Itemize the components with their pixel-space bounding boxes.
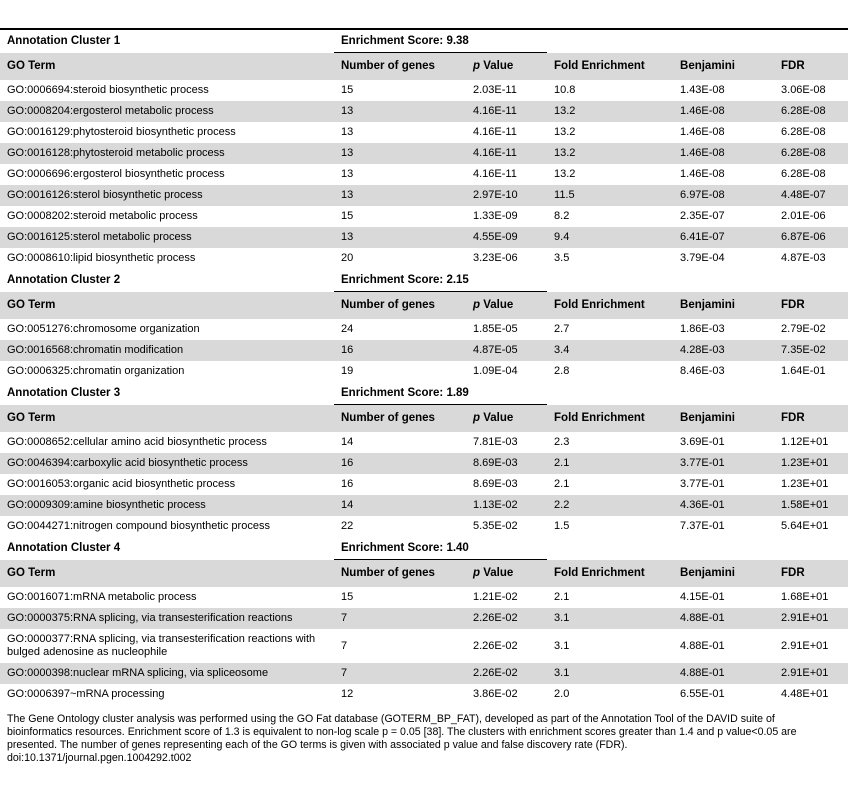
number-of-genes-cell: 14 — [334, 495, 466, 516]
header-benjamini: Benjamini — [673, 560, 774, 588]
table-row — [0, 164, 848, 185]
fold-enrichment-cell: 13.2 — [554, 168, 576, 180]
header-p-value — [466, 292, 547, 320]
header-p-italic: p — [473, 60, 481, 72]
table-row — [0, 684, 848, 705]
go-term-cell: GO:0016126:sterol biosynthetic process — [0, 185, 334, 206]
footnote-text: The Gene Ontology cluster analysis was performed using the GO Fat database (GOTERM_BP_FAT), developed as part of the Annotation Tool of the DAVID suite of bioinformatics resources. Enrichment score of 1.3 is equivalent to non-log scale p = 0.05 [38]. The clusters with enrichment scores greater than 1.4 and p value<0.05 are presented. The number of genes representing each of the GO terms is given with associated p value and false discovery rate (FDR). — [7, 713, 797, 751]
fold-enrichment-cell: 2.3 — [554, 436, 570, 448]
benjamini-cell: 2.35E-07 — [680, 210, 725, 222]
fold-enrichment-cell: 9.4 — [547, 227, 673, 248]
p-value-cell: 1.85E-05 — [473, 323, 518, 335]
go-term-cell: GO:0006325:chromatin organization — [7, 365, 185, 377]
cluster-title-row — [0, 269, 848, 292]
table-row — [0, 101, 848, 122]
go-term-cell: GO:0016125:sterol metabolic process — [0, 227, 334, 248]
header-go-term: GO Term — [0, 405, 334, 433]
go-term-cell: GO:0000398:nuclear mRNA splicing, via spliceosome — [0, 663, 334, 684]
p-value-cell: 1.33E-09 — [473, 210, 518, 222]
header-benjamini: Benjamini — [673, 53, 774, 81]
benjamini-cell: 1.43E-08 — [680, 84, 725, 96]
table-row — [0, 143, 848, 164]
top-rule — [0, 0, 848, 30]
table-row — [0, 340, 848, 361]
header-number-of-genes: Number of genes — [334, 53, 466, 81]
header-p-rest: Value — [480, 60, 514, 72]
enrichment-score: Enrichment Score: 9.38 — [334, 30, 547, 53]
fold-enrichment-cell: 2.7 — [554, 323, 570, 335]
go-term-cell: GO:0006696:ergosterol biosynthetic process — [7, 168, 225, 180]
number-of-genes-cell: 13 — [334, 227, 466, 248]
fdr-cell: 1.23E+01 — [774, 453, 848, 474]
benjamini-cell: 4.36E-01 — [673, 495, 774, 516]
header-p-italic: p — [473, 299, 481, 311]
benjamini-cell: 1.46E-08 — [680, 126, 725, 138]
go-term-cell: GO:0006397~mRNA processing — [7, 688, 165, 700]
header-p-rest: Value — [480, 567, 514, 579]
p-value-cell: 4.16E-11 — [466, 143, 547, 164]
p-value-cell: 7.81E-03 — [473, 436, 518, 448]
p-value-cell: 4.16E-11 — [473, 168, 517, 180]
table-row — [0, 361, 848, 382]
p-value-cell: 3.23E-06 — [473, 252, 518, 264]
header-fdr: FDR — [774, 405, 848, 433]
column-header-row — [0, 292, 848, 320]
table-row — [0, 495, 848, 516]
fdr-cell: 1.68E+01 — [781, 591, 829, 603]
table-row — [0, 432, 848, 453]
fdr-cell: 1.23E+01 — [781, 478, 829, 490]
header-p-value — [466, 405, 547, 433]
table-row — [0, 80, 848, 101]
go-term-cell: GO:0000377:RNA splicing, via transesterification reactions with bulged adenosine as nucleophile — [7, 633, 316, 658]
go-term-cell: GO:0016053:organic acid biosynthetic process — [7, 478, 236, 490]
number-of-genes-cell: 16 — [341, 478, 354, 490]
cluster-title: Annotation Cluster 1 — [7, 34, 121, 47]
p-value-cell: 2.26E-02 — [466, 663, 547, 684]
fdr-cell: 3.06E-08 — [781, 84, 826, 96]
enrichment-score: Enrichment Score: 1.40 — [334, 537, 547, 560]
fold-enrichment-cell: 2.1 — [547, 453, 673, 474]
fold-enrichment-cell: 13.2 — [554, 126, 576, 138]
benjamini-cell: 4.88E-01 — [680, 639, 725, 652]
doi-text: doi:10.1371/journal.pgen.1004292.t002 — [7, 752, 192, 764]
p-value-cell: 2.26E-02 — [473, 639, 518, 652]
header-benjamini: Benjamini — [673, 405, 774, 433]
cluster-title: Annotation Cluster 2 — [7, 273, 121, 286]
table-row — [0, 608, 848, 629]
fdr-cell: 6.28E-08 — [781, 126, 826, 138]
number-of-genes-cell: 13 — [341, 168, 354, 180]
enrichment-table-body — [0, 30, 848, 705]
go-term-cell: GO:0016568:chromatin modification — [0, 340, 334, 361]
fdr-cell: 1.64E-01 — [781, 365, 826, 377]
cluster-title: Annotation Cluster 3 — [7, 386, 121, 399]
cluster-title-row — [0, 382, 848, 405]
header-go-term: GO Term — [0, 560, 334, 588]
table-row — [0, 248, 848, 269]
table-row — [0, 319, 848, 340]
go-term-cell: GO:0016129:phytosteroid biosynthetic process — [7, 126, 236, 138]
fold-enrichment-cell: 3.1 — [554, 639, 570, 652]
go-term-cell: GO:0008652:cellular amino acid biosynthetic process — [7, 436, 267, 448]
p-value-cell: 1.09E-04 — [473, 365, 518, 377]
header-p-italic: p — [473, 412, 481, 424]
fdr-cell: 4.87E-03 — [781, 252, 826, 264]
p-value-cell: 5.35E-02 — [473, 520, 518, 532]
benjamini-cell: 8.46E-03 — [680, 365, 725, 377]
header-p-value — [466, 560, 547, 588]
fold-enrichment-cell: 2.1 — [554, 478, 570, 490]
fdr-cell: 2.79E-02 — [781, 323, 826, 335]
table-row — [0, 663, 848, 684]
number-of-genes-cell: 15 — [341, 591, 354, 603]
fdr-cell: 1.12E+01 — [781, 436, 829, 448]
fold-enrichment-cell: 10.8 — [554, 84, 576, 96]
number-of-genes-cell: 14 — [341, 436, 354, 448]
go-term-cell: GO:0051276:chromosome organization — [7, 323, 200, 335]
benjamini-cell: 1.46E-08 — [673, 101, 774, 122]
cluster-title-row — [0, 30, 848, 53]
fold-enrichment-cell: 3.5 — [554, 252, 570, 264]
number-of-genes-cell: 13 — [334, 185, 466, 206]
number-of-genes-cell: 22 — [341, 520, 354, 532]
fold-enrichment-cell: 3.1 — [547, 608, 673, 629]
header-fold-enrichment: Fold Enrichment — [547, 292, 673, 320]
number-of-genes-cell: 24 — [341, 323, 354, 335]
number-of-genes-cell: 13 — [334, 143, 466, 164]
p-value-cell: 4.55E-09 — [466, 227, 547, 248]
header-p-rest: Value — [480, 299, 514, 311]
header-fold-enrichment: Fold Enrichment — [547, 53, 673, 81]
table-footnote — [0, 705, 848, 765]
number-of-genes-cell: 7 — [334, 608, 466, 629]
header-fdr: FDR — [774, 53, 848, 81]
p-value-cell: 4.16E-11 — [473, 126, 517, 138]
number-of-genes-cell: 13 — [341, 126, 354, 138]
p-value-cell: 4.87E-05 — [466, 340, 547, 361]
fdr-cell: 2.91E+01 — [774, 608, 848, 629]
header-p-italic: p — [473, 567, 481, 579]
fold-enrichment-cell: 13.2 — [547, 143, 673, 164]
header-number-of-genes: Number of genes — [334, 405, 466, 433]
p-value-cell: 1.21E-02 — [473, 591, 518, 603]
p-value-cell: 2.03E-11 — [473, 84, 517, 96]
benjamini-cell: 6.41E-07 — [673, 227, 774, 248]
fdr-cell: 1.58E+01 — [774, 495, 848, 516]
header-fold-enrichment: Fold Enrichment — [547, 560, 673, 588]
table-row — [0, 629, 848, 663]
benjamini-cell: 1.86E-03 — [680, 323, 725, 335]
p-value-cell: 3.86E-02 — [473, 688, 518, 700]
go-term-cell: GO:0008610:lipid biosynthetic process — [7, 252, 196, 264]
header-p-value — [466, 53, 547, 81]
fold-enrichment-cell: 11.5 — [547, 185, 673, 206]
number-of-genes-cell: 13 — [334, 101, 466, 122]
p-value-cell: 2.97E-10 — [466, 185, 547, 206]
fdr-cell: 7.35E-02 — [774, 340, 848, 361]
number-of-genes-cell: 12 — [341, 688, 354, 700]
fold-enrichment-cell: 2.0 — [554, 688, 570, 700]
fdr-cell: 2.91E+01 — [781, 639, 829, 652]
header-p-rest: Value — [480, 412, 514, 424]
p-value-cell: 2.26E-02 — [466, 608, 547, 629]
table-row — [0, 185, 848, 206]
fdr-cell: 6.28E-08 — [774, 143, 848, 164]
fold-enrichment-cell: 2.1 — [554, 591, 570, 603]
cluster-title-row — [0, 537, 848, 560]
column-header-row — [0, 560, 848, 588]
benjamini-cell: 1.46E-08 — [673, 143, 774, 164]
number-of-genes-cell: 16 — [334, 453, 466, 474]
number-of-genes-cell: 20 — [341, 252, 354, 264]
header-benjamini: Benjamini — [673, 292, 774, 320]
benjamini-cell: 1.46E-08 — [680, 168, 725, 180]
benjamini-cell: 4.15E-01 — [680, 591, 725, 603]
fold-enrichment-cell: 2.8 — [554, 365, 570, 377]
fold-enrichment-cell: 8.2 — [554, 210, 570, 222]
fdr-cell: 5.64E+01 — [781, 520, 829, 532]
table-row — [0, 474, 848, 495]
benjamini-cell: 3.79E-04 — [680, 252, 725, 264]
fdr-cell: 6.87E-06 — [774, 227, 848, 248]
number-of-genes-cell: 15 — [341, 210, 354, 222]
enrichment-score: Enrichment Score: 2.15 — [334, 269, 547, 292]
header-go-term: GO Term — [0, 292, 334, 320]
header-fold-enrichment: Fold Enrichment — [547, 405, 673, 433]
benjamini-cell: 3.77E-01 — [673, 453, 774, 474]
fold-enrichment-cell: 2.2 — [547, 495, 673, 516]
go-term-cell: GO:0006694:steroid biosynthetic process — [7, 84, 209, 96]
fdr-cell: 6.28E-08 — [781, 168, 826, 180]
benjamini-cell: 6.55E-01 — [680, 688, 725, 700]
number-of-genes-cell: 15 — [341, 84, 354, 96]
fold-enrichment-cell: 1.5 — [554, 520, 570, 532]
header-fdr: FDR — [774, 560, 848, 588]
go-term-cell: GO:0009309:amine biosynthetic process — [0, 495, 334, 516]
cluster-title: Annotation Cluster 4 — [7, 541, 121, 554]
number-of-genes-cell: 16 — [334, 340, 466, 361]
benjamini-cell: 6.97E-08 — [673, 185, 774, 206]
p-value-cell: 8.69E-03 — [473, 478, 518, 490]
go-term-cell: GO:0044271:nitrogen compound biosynthetic process — [7, 520, 270, 532]
header-go-term: GO Term — [0, 53, 334, 81]
benjamini-cell: 3.77E-01 — [680, 478, 725, 490]
fold-enrichment-cell: 13.2 — [547, 101, 673, 122]
table-row — [0, 122, 848, 143]
p-value-cell: 8.69E-03 — [466, 453, 547, 474]
number-of-genes-cell: 7 — [341, 639, 348, 652]
fdr-cell: 2.01E-06 — [781, 210, 826, 222]
cluster-title-spacer — [547, 30, 848, 53]
p-value-cell: 4.16E-11 — [466, 101, 547, 122]
benjamini-cell: 4.28E-03 — [673, 340, 774, 361]
table-row — [0, 587, 848, 608]
cluster-title-spacer — [547, 382, 848, 405]
header-number-of-genes: Number of genes — [334, 560, 466, 588]
go-term-cell: GO:0008202:steroid metabolic process — [7, 210, 198, 222]
fold-enrichment-cell: 3.4 — [547, 340, 673, 361]
number-of-genes-cell: 7 — [334, 663, 466, 684]
benjamini-cell: 7.37E-01 — [680, 520, 725, 532]
table-row — [0, 516, 848, 537]
table-row — [0, 227, 848, 248]
p-value-cell: 1.13E-02 — [466, 495, 547, 516]
enrichment-score: Enrichment Score: 1.89 — [334, 382, 547, 405]
cluster-title-spacer — [547, 269, 848, 292]
header-number-of-genes: Number of genes — [334, 292, 466, 320]
benjamini-cell: 4.88E-01 — [673, 663, 774, 684]
column-header-row — [0, 405, 848, 433]
go-term-cell: GO:0016071:mRNA metabolic process — [7, 591, 197, 603]
benjamini-cell: 3.69E-01 — [680, 436, 725, 448]
go-term-cell: GO:0000375:RNA splicing, via transesterification reactions — [0, 608, 334, 629]
go-term-cell: GO:0046394:carboxylic acid biosynthetic process — [0, 453, 334, 474]
table-row — [0, 206, 848, 227]
table-row — [0, 453, 848, 474]
header-fdr: FDR — [774, 292, 848, 320]
go-term-cell: GO:0016128:phytosteroid metabolic process — [0, 143, 334, 164]
enrichment-table — [0, 30, 848, 705]
go-term-cell: GO:0008204:ergosterol metabolic process — [0, 101, 334, 122]
fdr-cell: 6.28E-08 — [774, 101, 848, 122]
fdr-cell: 2.91E+01 — [774, 663, 848, 684]
cluster-title-spacer — [547, 537, 848, 560]
benjamini-cell: 4.88E-01 — [673, 608, 774, 629]
column-header-row — [0, 53, 848, 81]
number-of-genes-cell: 19 — [341, 365, 354, 377]
fdr-cell: 4.48E+01 — [781, 688, 829, 700]
fold-enrichment-cell: 3.1 — [547, 663, 673, 684]
fdr-cell: 4.48E-07 — [774, 185, 848, 206]
